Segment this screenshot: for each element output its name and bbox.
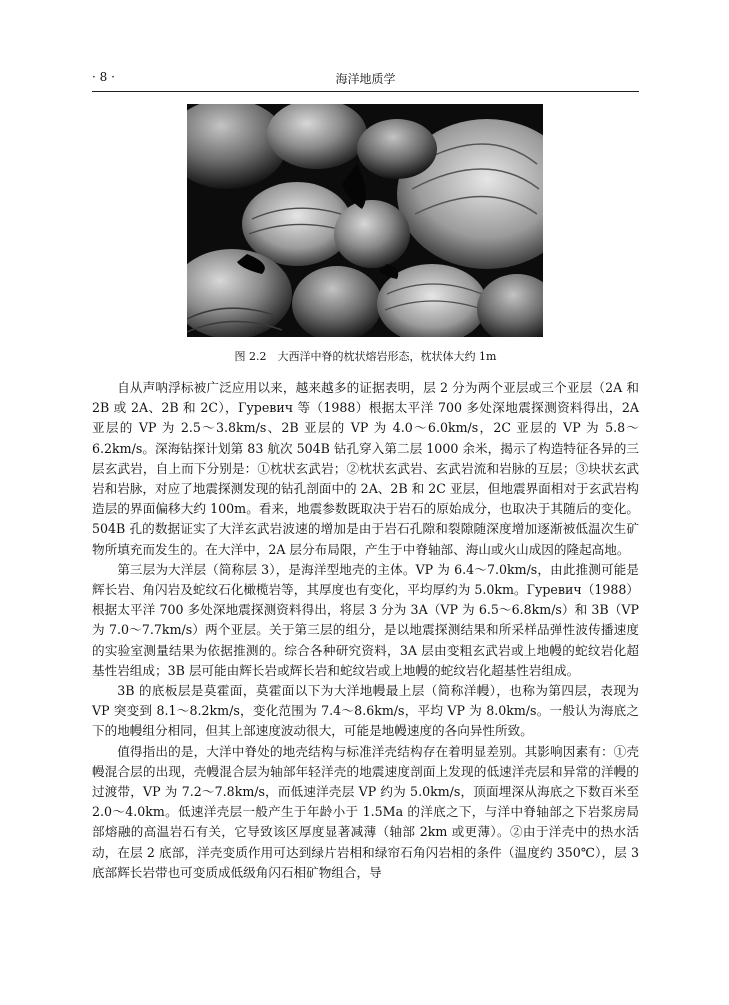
figure-caption: 图 2.2 大西洋中脊的枕状熔岩形态，枕状体大约 1m	[234, 350, 497, 363]
page-number: · 8 ·	[92, 70, 115, 84]
paragraph: 值得指出的是，大洋中脊处的地壳结构与标准洋壳结构存在着明显差别。其影响因素有：①壳幔混合层的出现，壳幔混合层为轴部年轻洋壳的地震速度剖面上发现的低速洋壳层和异常的洋幔的过渡带，VP 为 7.2～7.8km/s，而低速洋壳层 VP 约为 5.0km/s，顶面埋深从海底之下数百米至 2.0～4.0km。低速洋壳层一般产生于年龄小于 1.5Ma 的洋底之下，与洋中脊轴部之下岩浆房局部熔融的高温岩石有关，它导致该区厚度显著减薄（轴部 2km 或更薄）。②由于洋壳中的热水活动，在层 2 底部，洋壳变质作用可达到绿片岩相和绿帘石角闪岩相的条件（温度约 350℃），层 3 底部辉长岩带也可变质成低级角闪石相矿物组合，导	[92, 743, 639, 880]
paragraph: 第三层为大洋层（简称层 3），是海洋型地壳的主体。VP 为 6.4～7.0km/s，由此推测可能是辉长岩、角闪岩及蛇纹石化橄榄岩等，其厚度也有变化，平均厚约为 5.0km。Гуревич（1988）根据太平洋 700 多处深地震探测资料得出，将层 3 分为 3A（VP 为 6.5～6.8km/s）和 3B（VP 为 7.0～7.7km/s）两个亚层。关于第三层的组分，是以地震探测结果和所采样品弹性波传播速度的实验室测量结果为依据推测的。综合各种研究资料，3A 层由变粗玄武岩或上地幔的蛇纹岩化超基性岩组成；3B 层可能由辉长岩或辉长岩和蛇纹岩或上地幔的蛇纹岩化超基性岩组成。	[92, 561, 639, 678]
pillow-lava-photo	[187, 104, 543, 337]
body-text	[92, 378, 639, 883]
paragraph: 3B 的底板层是莫霍面，莫霍面以下为大洋地幔最上层（简称洋幔），也称为第四层，表现为 VP 突变到 8.1～8.2km/s，变化范围为 7.4～8.6km/s，平均 VP 为 8.0km/s。一般认为海底之下的地幔组分相同，但其上部速度波动很大，可能是地幔速度的各向异性所致。	[92, 683, 639, 739]
header-rule	[92, 91, 639, 92]
running-title: 海洋地质学	[335, 72, 396, 86]
page-header	[92, 68, 639, 88]
paragraph: 自从声呐浮标被广泛应用以来，越来越多的证据表明，层 2 分为两个亚层或三个亚层（2A 和 2B 或 2A、2B 和 2C），Гуревич 等（1988）根据太平洋 700 多处深地震探测资料得出，2A 亚层的 VP 为 2.5～3.8km/s、2B 亚层的 VP 为 4.0～6.0km/s，2C 亚层的 VP 为 5.8～6.2km/s。深海钻探计划第 83 航次 504B 钻孔穿入第二层 1000 余米，揭示了构造特征各异的三层玄武岩，自上而下分别是：①枕状玄武岩；②枕状玄武岩、玄武岩流和岩脉的互层；③块状玄武岩和岩脉，对应了地震探测发现的钻孔剖面中的 2A、2B 和 2C 亚层，但地震界面相对于玄武岩构造层的界面偏移大约 100m。看来，地震参数既取决于岩石的原始成分，也取决于其随后的变化。504B 孔的数据证实了大洋玄武岩波速的增加是由于岩石孔隙和裂隙随深度增加逐渐被低温次生矿物所填充而发生的。在大洋中，2A 层分布局限，产生于中脊轴部、海山或火山成因的隆起高地。	[92, 380, 639, 557]
